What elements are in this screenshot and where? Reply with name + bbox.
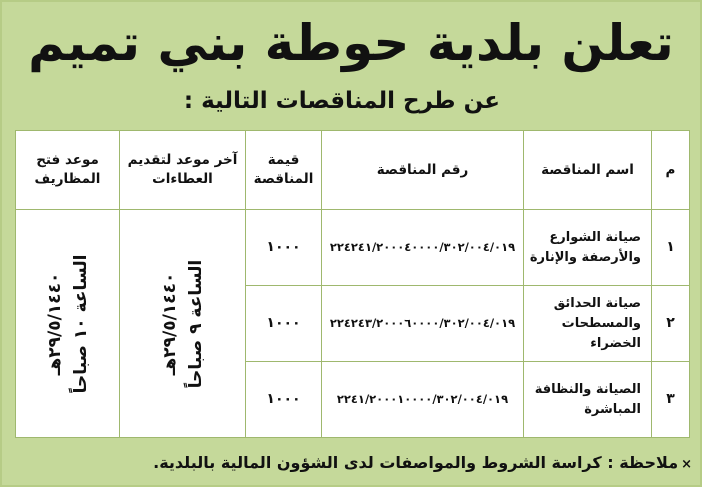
footer-note [153, 452, 692, 476]
envelope-opening-time: الساعة ١٠ صباحاً [70, 254, 91, 393]
tender-name: صيانة الحدائق والمسطحات الخضراء [524, 286, 652, 362]
header-tender-value: قيمة المناقصة [246, 131, 322, 210]
tender-number: ٢٢٤١/٢٠٠٠١٠٠٠٠/٣٠٢/٠٠٤/٠١٩ [322, 362, 524, 438]
table-row [16, 210, 690, 286]
page-title: تعلن بلدية حوطة بني تميم [28, 14, 674, 72]
tender-value: ١٠٠٠ [246, 210, 322, 286]
tender-value: ١٠٠٠ [246, 286, 322, 362]
envelope-opening-cell [16, 210, 120, 438]
page-subtitle: عن طرح المناقصات التالية : [183, 88, 500, 114]
submission-deadline-cell [120, 210, 246, 438]
header-submission-deadline: آخر موعد لتقديم العطاءات [120, 131, 246, 210]
submission-deadline-date: ٢٩/٥/١٤٤٠هـ [159, 272, 180, 375]
row-index: ١ [652, 210, 690, 286]
note-text: ملاحظة : كراسة الشروط والمواصفات لدى الشؤون المالية بالبلدية. [153, 453, 679, 472]
row-index: ٣ [652, 362, 690, 438]
row-index: ٢ [652, 286, 690, 362]
tenders-table-container [16, 130, 690, 438]
note-bullet: × [681, 457, 692, 472]
tender-number: ٢٢٤٢٤١/٢٠٠٠٤٠٠٠٠/٣٠٢/٠٠٤/٠١٩ [322, 210, 524, 286]
tender-name: الصيانة والنظافة المباشرة [524, 362, 652, 438]
header-tender-name: اسم المناقصة [524, 131, 652, 210]
tender-number: ٢٢٤٢٤٣/٢٠٠٠٦٠٠٠٠/٣٠٢/٠٠٤/٠١٩ [322, 286, 524, 362]
submission-deadline [157, 259, 209, 387]
tender-value: ١٠٠٠ [246, 362, 322, 438]
envelope-opening [42, 254, 94, 393]
header-tender-number: رقم المناقصة [322, 131, 524, 210]
tender-name: صيانة الشوارع والأرصفة والإنارة [524, 210, 652, 286]
header-index: م [652, 131, 690, 210]
submission-deadline-time: الساعة ٩ صباحاً [185, 259, 206, 388]
envelope-opening-date: ٢٩/٥/١٤٤٠هـ [44, 272, 65, 375]
table-header-row [16, 131, 690, 210]
header-envelope-opening: موعد فتح المظاريف [16, 131, 120, 210]
tenders-table [15, 130, 690, 438]
